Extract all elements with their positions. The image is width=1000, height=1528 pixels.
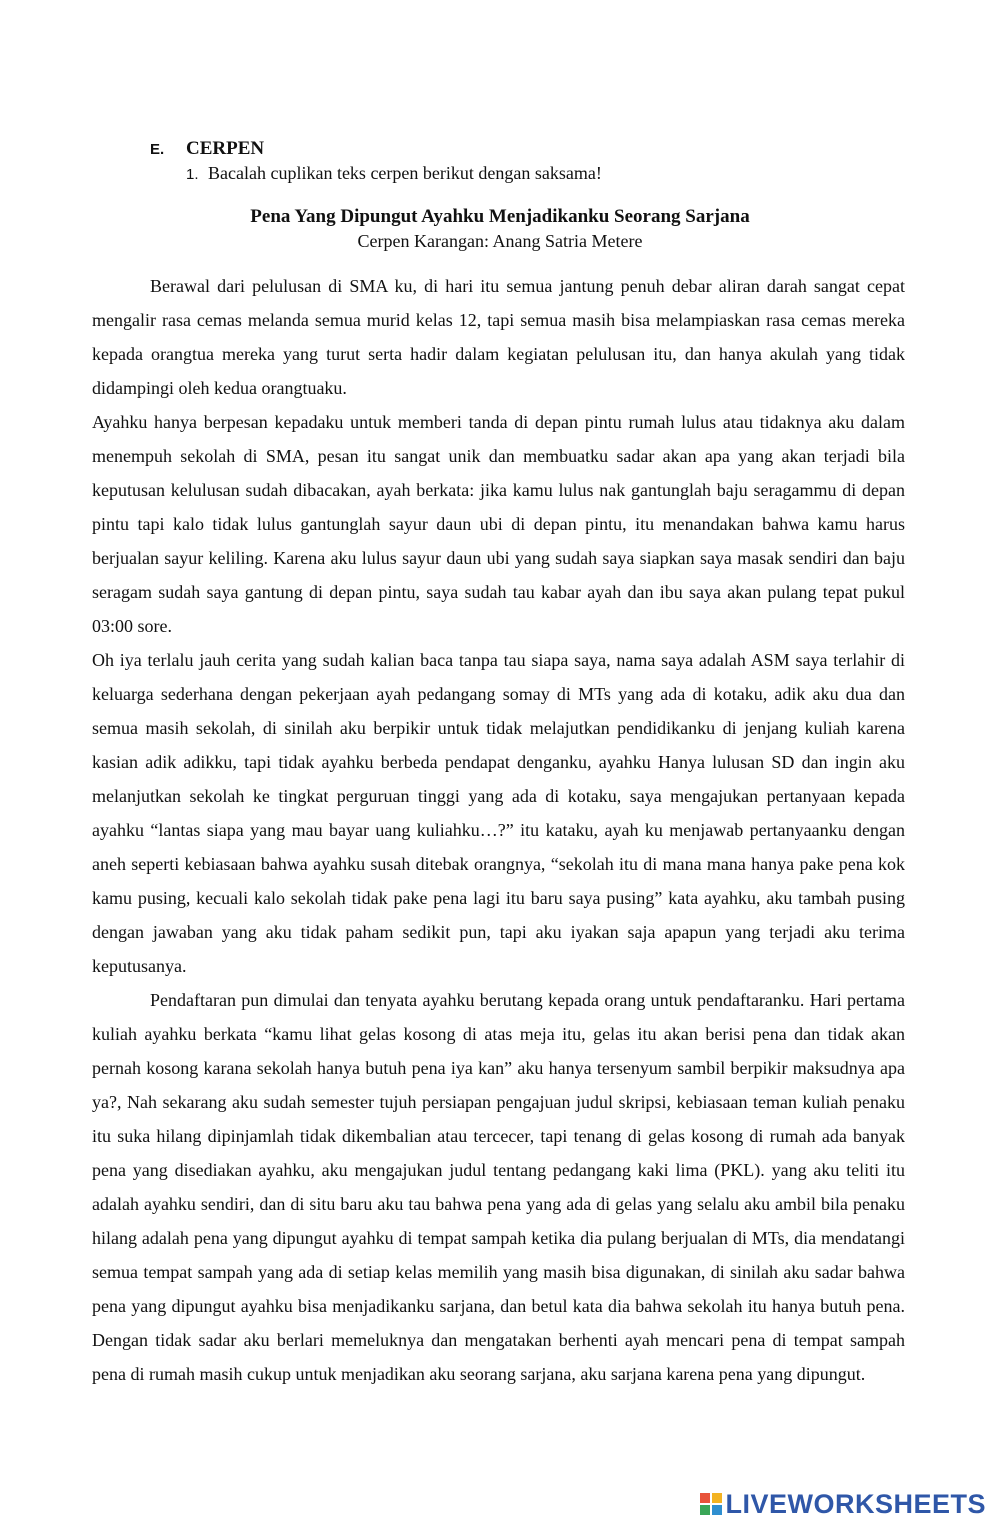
story-body	[92, 269, 905, 1391]
story-title: Pena Yang Dipungut Ayahku Menjadikanku Seorang Sarjana	[250, 206, 750, 227]
section-letter: E.	[150, 141, 165, 158]
story-paragraph-3: Oh iya terlalu jauh cerita yang sudah kalian baca tanpa tau siapa saya, nama saya adalah ASM saya terlahir di keluarga sederhana dengan pekerjaan ayah pedangang somay di MTs yang ada di kotaku, adik aku dua dan semua masih sekolah, di sinilah aku berpikir untuk tidak melajutkan pendidikanku di jenjang kuliah karena kasian adik adikku, tapi tidak ayahku berbeda pendapat denganku, ayahku Hanya lulusan SD dan ingin aku melanjutkan sekolah ke tingkat perguruan tinggi yang ada di kotaku, saya mengajukan pertanyaan kepada ayahku “lantas siapa yang mau bayar uang kuliahku…?” itu kataku, ayah ku menjawab pertanyaanku dengan aneh seperti kebiasaan bahwa ayahku susah ditebak orangnya, “sekolah itu di mana mana hanya pake pena kok kamu pusing, kecuali kalo sekolah tidak pake pena lagi itu baru saya pusing” kata ayahku, aku tambah pusing dengan jawaban yang aku tidak paham sedikit pun, tapi aku iyakan saja apapun yang terjadi aku terima keputusanya.	[92, 650, 905, 976]
liveworksheets-logo	[700, 1484, 986, 1524]
section-heading	[150, 137, 264, 162]
liveworksheets-logo-text: LIVEWORKSHEETS	[725, 1488, 986, 1519]
story-paragraph-1: Berawal dari pelulusan di SMA ku, di hari itu semua jantung penuh debar aliran darah sangat cepat mengalir rasa cemas melanda semua murid kelas 12, tapi semua masih bisa melampiaskan rasa cemas mereka kepada orangtua mereka yang turut serta hadir dalam kegiatan pelulusan itu, dan hanya akulah yang tidak didampingi oleh kedua orangtuaku.	[92, 276, 905, 398]
section-title: CERPEN	[186, 138, 265, 159]
instruction-line	[186, 161, 602, 187]
instruction-text: Bacalah cuplikan teks cerpen berikut dengan saksama!	[208, 163, 602, 183]
story-paragraph-2: Ayahku hanya berpesan kepadaku untuk memberi tanda di depan pintu rumah lulus atau tidaknya aku dalam menempuh sekolah di SMA, pesan itu sangat unik dan membuatku sadar akan apa yang akan terjadi bila keputusan kelulusan sudah dibacakan, ayah berkata: jika kamu lulus nak gantunglah baju seragammu di depan pintu tapi kalo tidak lulus gantunglah sayur daun ubi di depan pintu, itu menandakan bahwa kamu harus berjualan sayur keliling. Karena aku lulus sayur daun ubi yang sudah saya siapkan saya masak sendiri dan baju seragam sudah saya gantung di depan pintu, saya sudah tau kabar ayah dan ibu saya akan pulang tepat pukul 03:00 sore.	[92, 412, 905, 636]
story-author: Cerpen Karangan: Anang Satria Metere	[357, 231, 643, 251]
story-paragraph-4: Pendaftaran pun dimulai dan tenyata ayahku berutang kepada orang untuk pendaftaranku. Hari pertama kuliah ayahku berkata “kamu lihat gelas kosong di atas meja itu, gelas itu akan berisi pena dan tidak akan pernah kosong karana sekolah hanya butuh pena iya kan” aku hanya tersenyum sambil berpikir maksudnya apa ya?, Nah sekarang aku sudah semester tujuh persiapan pengajuan judul skripsi, kebiasaan teman kuliah penaku itu suka hilang dipinjamlah tidak dikembalian atau tercecer, tapi tenang di gelas kosong di rumah ada banyak pena yang disediakan ayahku, aku mengajukan judul tentang pedangang kaki lima (PKL). yang aku teliti itu adalah ayahku sendiri, dan di situ baru aku tau bahwa pena yang ada di gelas yang selalu aku ambil bila penaku hilang adalah pena yang dipungut ayahku di tempat sampah ketika dia pulang berjualan di MTs, dia mendatangi semua tempat sampah yang ada di setiap kelas memilih yang masih bisa digunakan, di sinilah aku sadar bahwa pena yang dipungut ayahku bisa menjadikanku sarjana, dan betul kata dia bahwa sekolah itu hanya butuh pena. Dengan tidak sadar aku berlari memeluknya dan mengatakan berhenti ayah mencari pena di tempat sampah pena di rumah masih cukup untuk menjadikan aku seorang sarjana, aku sarjana karena pena yang dipungut.	[92, 990, 905, 1384]
instruction-number: 1.	[186, 166, 199, 183]
liveworksheets-logo-icon	[700, 1493, 722, 1515]
